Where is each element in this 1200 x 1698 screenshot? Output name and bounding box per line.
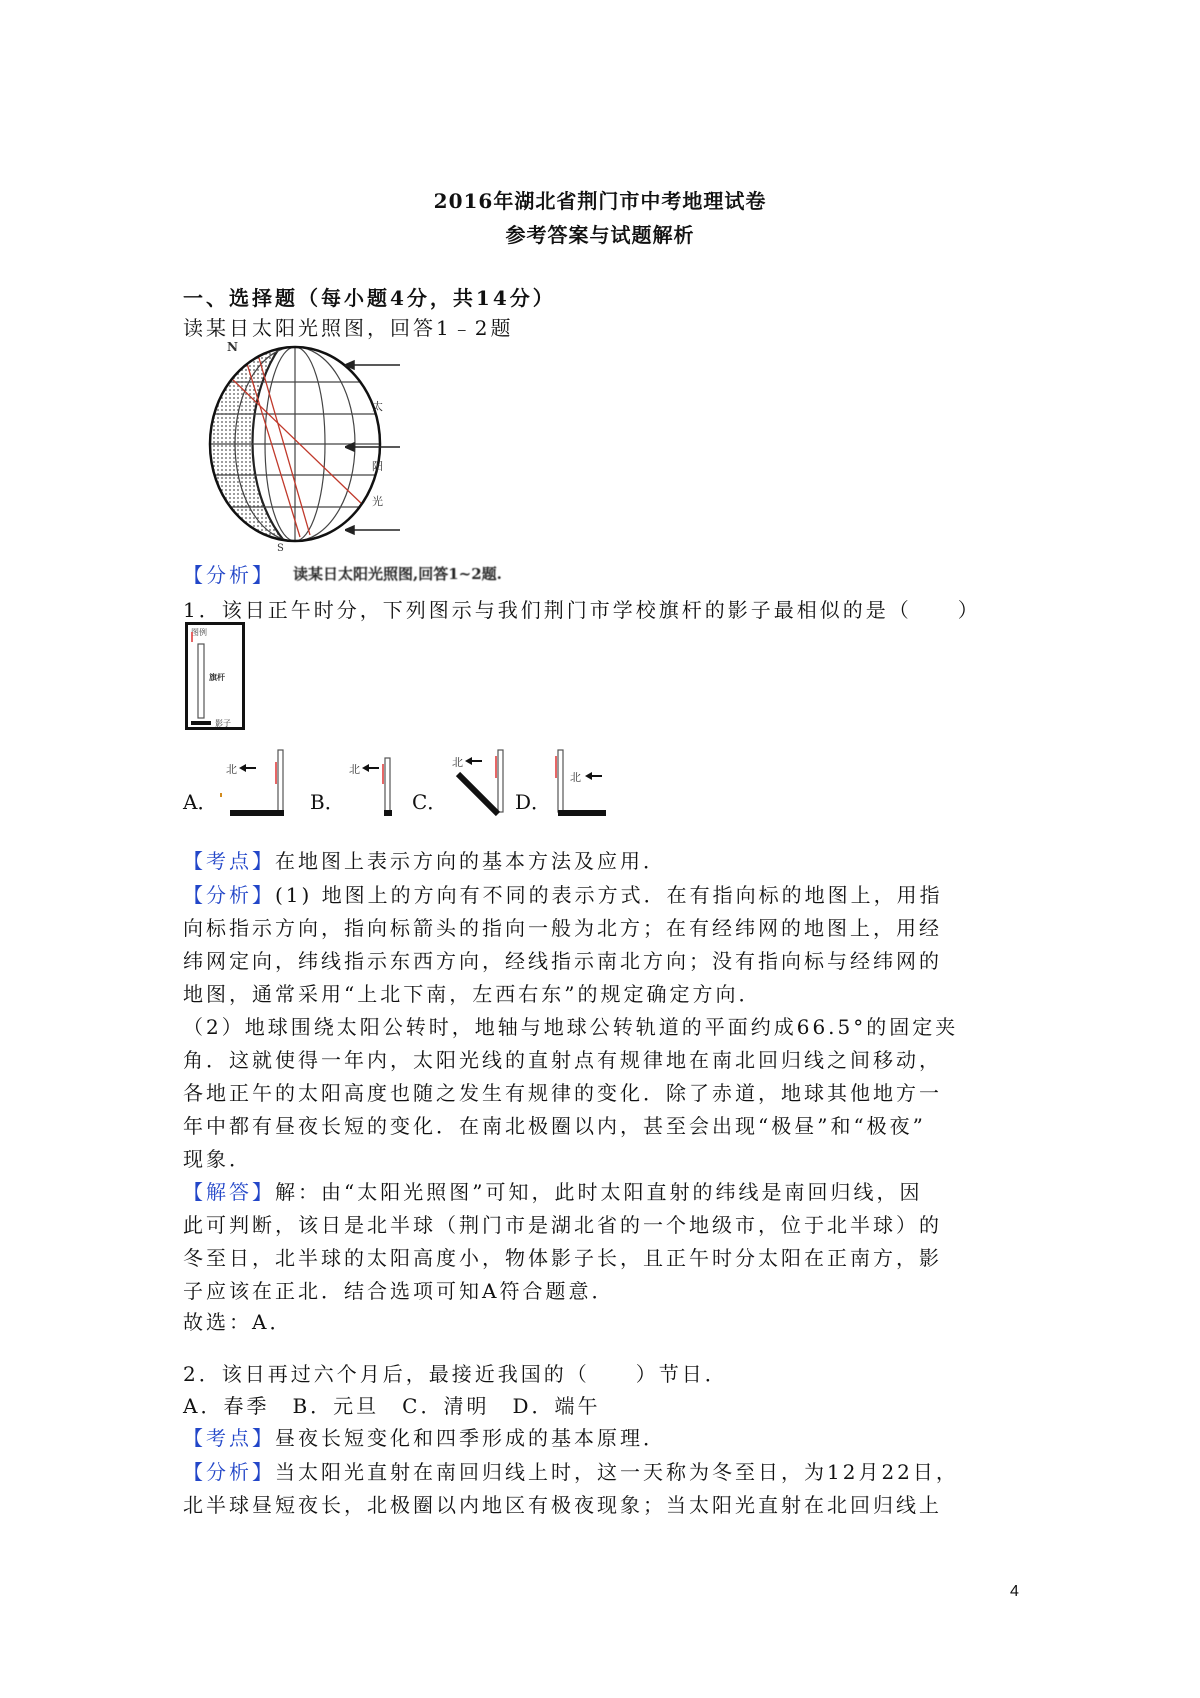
- legend-shadow: 影子: [215, 719, 231, 728]
- fenxi-tag: 【分析】: [183, 883, 275, 907]
- option-b-figure: [345, 748, 405, 818]
- q2-kaodian-tag: 【考点】: [183, 1426, 275, 1450]
- q1-jieda-line-4: 子应该在正北．结合选项可知A符合题意．: [183, 1279, 615, 1303]
- option-d-label: D．: [515, 790, 552, 814]
- document-subtitle: 参考答案与试题解析: [505, 223, 695, 247]
- q1-fenxi-line-8: 年中都有昼夜长短的变化．在南北极圈以内，甚至会出现“极昼”和“极夜”: [183, 1114, 926, 1138]
- option-a-figure: [218, 748, 293, 818]
- q1-fenxi-line-9: 现象．: [183, 1147, 252, 1171]
- q2-fenxi-line-2: 北半球昼短夜长，北极圈以内地区有极夜现象；当太阳光直射在北回归线上: [183, 1493, 942, 1517]
- q1-fenxi-line-6: 角．这就使得一年内，太阳光线的直射点有规律地在南北回归线之间移动，: [183, 1048, 942, 1072]
- q2-stem: 2．该日再过六个月后，最接近我国的（ ）节日．: [183, 1362, 728, 1386]
- sun-label-1: 太: [372, 400, 383, 413]
- option-c-label: C．: [412, 790, 448, 814]
- q1-fenxi-line-7: 各地正午的太阳高度也随之发生有规律的变化．除了赤道，地球其他地方一: [183, 1081, 942, 1105]
- q2-fenxi-text: 当太阳光直射在南回归线上时，这一天称为冬至日，为12月22日，: [275, 1460, 959, 1484]
- option-d-north: 北: [570, 771, 581, 784]
- option-d-figure: [552, 748, 612, 820]
- q2-fenxi-tag: 【分析】: [183, 1460, 275, 1484]
- q1-stem: 1．该日正午时分，下列图示与我们荆门市学校旗杆的影子最相似的是（ ）: [183, 598, 981, 622]
- q2-options: A．春季 B．元旦 C．清明 D．端午: [183, 1394, 601, 1418]
- jieda-tag: 【解答】: [183, 1180, 275, 1204]
- q1-fenxi-line-3: 纬网定向，纬线指示东西方向，经线指示南北方向；没有指向标与经纬网的: [183, 949, 942, 973]
- legend-title: 图例: [191, 628, 207, 637]
- north-label: N: [227, 340, 238, 354]
- option-a-label: A．: [183, 790, 218, 814]
- section-intro: 读某日太阳光照图，回答1﹣2题: [183, 316, 514, 340]
- sunlight-arrows: [345, 355, 405, 540]
- q1-fenxi-line-2: 向标指示方向，指向标箭头的指向一般为北方；在有经纬网的地图上，用经: [183, 916, 942, 940]
- q1-fenxi-line-1: [183, 879, 943, 908]
- document-title: 2016年湖北省荆门市中考地理试卷: [433, 189, 767, 213]
- q1-jieda-line-1: [183, 1176, 922, 1205]
- section-heading: 一、选择题（每小题4分，共14分）: [183, 286, 556, 310]
- analysis-top-line: [183, 559, 275, 588]
- fenxi-text: (1) 地图上的方向有不同的表示方式．在有指向标的地图上，用指: [275, 883, 943, 907]
- flagpole-legend-figure: [185, 622, 245, 730]
- sun-label-2: 阳: [372, 460, 383, 473]
- q1-jieda-line-2: 此可判断，该日是北半球（荆门市是湖北省的一个地级市，位于北半球）的: [183, 1213, 942, 1237]
- option-c-figure: [448, 748, 508, 818]
- q1-jieda-line-3: 冬至日，北半球的太阳高度小，物体影子长，且正午时分太阳在正南方，影: [183, 1246, 942, 1270]
- option-b-label: B．: [310, 790, 345, 814]
- q2-kaodian: [183, 1422, 666, 1451]
- option-c-north: 北: [452, 756, 463, 769]
- q1-kaodian: [183, 845, 666, 874]
- jieda-text: 解：由“太阳光照图”可知，此时太阳直射的纬线是南回归线，因: [275, 1180, 923, 1204]
- analysis-tag: 【分析】: [183, 563, 275, 587]
- q1-fenxi-line-4: 地图，通常采用“上北下南，左西右东”的规定确定方向．: [183, 982, 762, 1006]
- kaodian-tag: 【考点】: [183, 849, 275, 873]
- q1-answer: 故选：A．: [183, 1310, 293, 1334]
- legend-flagpole: 旗杆: [209, 672, 225, 682]
- q2-kaodian-text: 昼夜长短变化和四季形成的基本原理．: [275, 1426, 666, 1450]
- kaodian-text: 在地图上表示方向的基本方法及应用．: [275, 849, 666, 873]
- south-label: S: [277, 543, 284, 552]
- q2-fenxi-line-1: [183, 1456, 959, 1485]
- option-b-north: 北: [349, 763, 360, 776]
- option-a-north: 北: [226, 763, 237, 776]
- scanned-caption: 读某日太阳光照图,回答1~2题.: [293, 565, 502, 583]
- page-number: 4: [1010, 1583, 1019, 1600]
- q1-fenxi-line-5: （2）地球围绕太阳公转时，地轴与地球公转轨道的平面约成66.5°的固定夹: [183, 1015, 959, 1039]
- sun-label-3: 光: [372, 495, 383, 508]
